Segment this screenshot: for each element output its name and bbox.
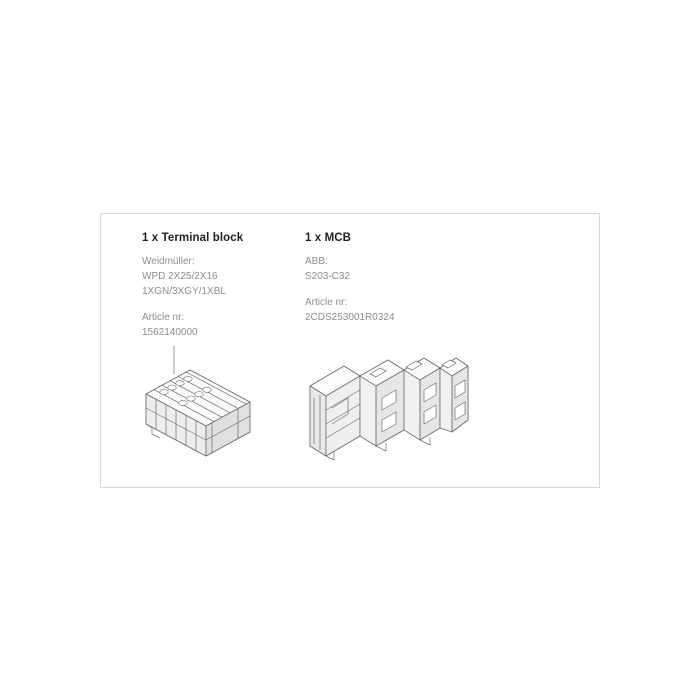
item-type-line: S203-C32 (305, 271, 351, 282)
item-terminal-block (142, 232, 292, 351)
mcb-illustration (300, 340, 470, 465)
item-manufacturer: ABB: (305, 256, 328, 267)
terminal-block-body (146, 370, 250, 456)
item-title: 1 x MCB (305, 232, 352, 244)
item-spec (305, 254, 475, 284)
item-article (142, 310, 292, 340)
item-spec (142, 254, 292, 299)
item-article (305, 295, 475, 325)
item-type-line: WPD 2X25/2X16 (142, 271, 218, 282)
item-article-label: Article nr: (305, 297, 348, 308)
item-type-line: 1XGN/3XGY/1XBL (142, 286, 226, 297)
item-article-number: 1562140000 (142, 327, 198, 338)
item-manufacturer: Weidmüller: (142, 256, 195, 267)
mcb-body (310, 358, 468, 460)
item-article-number: 2CDS253001R0324 (305, 312, 395, 323)
item-mcb (305, 232, 475, 336)
item-article-label: Article nr: (142, 312, 185, 323)
item-title: 1 x Terminal block (142, 232, 244, 244)
terminal-block-illustration (138, 352, 258, 462)
